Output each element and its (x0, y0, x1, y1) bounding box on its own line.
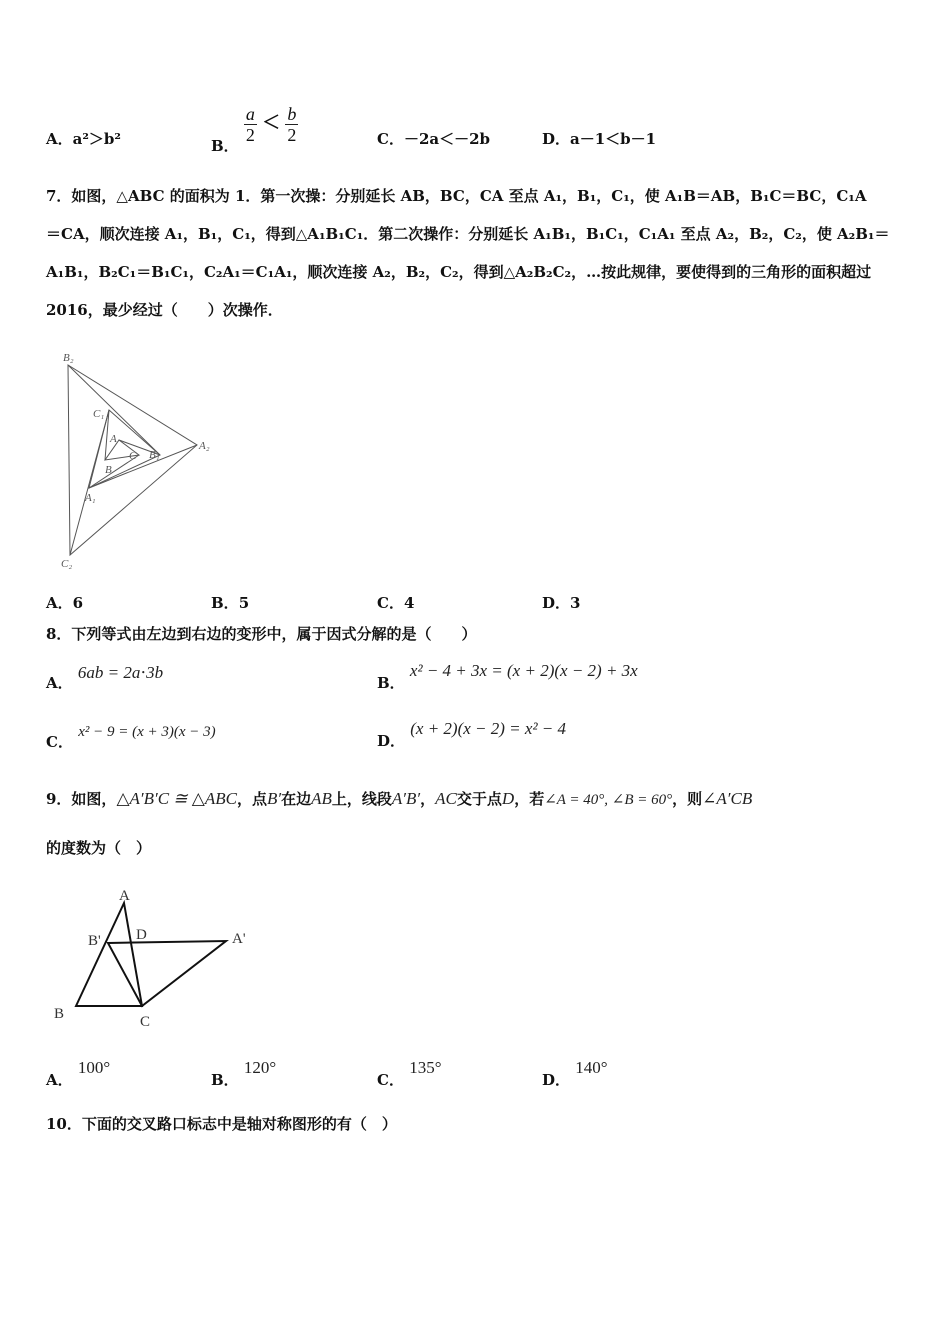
q7-label-c1: C₁ (93, 408, 105, 420)
q7-stem-line-3: A₁B₁，B₂C₁＝B₁C₁，C₂A₁＝C₁A₁，顺次连接 A₂，B₂，C₂，得到△A₂B₂C₂，…按此规律，要使得到的三角形的面积超过 (46, 263, 872, 281)
q9-stem-line-2: 的度数为（ ） (46, 839, 152, 857)
q6-option-b-relation: ＜ (262, 112, 281, 134)
q9-label-a: A (119, 888, 130, 904)
q8-option-c-label: C． (46, 733, 73, 751)
q7-stem-line-2: ＝CA，顺次连接 A₁，B₁，C₁，得到△A₁B₁C₁．第二次操作：分别延长 A₁B₁，B₁C₁，C₁A₁ 至点 A₂，B₂，C₂，使 A₂B₁＝ (46, 225, 890, 243)
q9-math-angle-aprime-cb: ∠A′CB (702, 789, 753, 808)
q8-stem: 8．下列等式由左边到右边的变形中，属于因式分解的是（ ） (46, 625, 477, 643)
q7-label-b2: B₂ (63, 352, 74, 364)
q9-math-angles: ∠A = 40°, ∠B = 60° (544, 792, 673, 808)
q7-option-d-text: 3 (570, 594, 581, 612)
q7-option-c (377, 592, 414, 613)
q7-option-a (46, 592, 83, 613)
q7-stem-line-1: 7．如图，△ABC 的面积为 1．第一次操：分别延长 AB，BC，CA 至点 A₁，B₁，C₁，使 A₁B＝AB，B₁C＝BC，C₁A (46, 187, 867, 205)
q6-option-a-label: A． (46, 130, 73, 148)
q7-option-c-text: 4 (403, 594, 415, 612)
q7-option-b (211, 592, 249, 613)
q9-label-b: B (54, 1006, 65, 1022)
q8-option-a-expr: 6ab = 2a⋅3b (77, 663, 164, 682)
q7-option-c-label: C． (377, 594, 404, 612)
q9-math-ac: AC (435, 789, 457, 808)
q9-text-2: ，点 (236, 790, 267, 808)
q6-option-b-den2: 2 (287, 125, 297, 145)
q6-option-d-text: a－1＜b－1 (570, 130, 657, 148)
q9-math-bprime: B′ (267, 789, 282, 808)
q7-label-b1: B₁ (149, 449, 160, 461)
q8-option-a (46, 662, 164, 692)
q7-label-b: B (105, 464, 112, 476)
q8-option-c (46, 720, 216, 751)
q6-option-b-label: B． (211, 136, 239, 155)
q6-option-d-label: D． (542, 130, 571, 148)
q8-option-d-expr: (x + 2)(x − 2) = x² − 4 (410, 719, 567, 738)
q7-label-c2: C₂ (61, 558, 73, 570)
q9-option-b-text: 120° (243, 1058, 277, 1077)
q6-option-b-num2: b (287, 104, 297, 124)
q8-option-c-expr: x² − 9 = (x + 3)(x − 3) (78, 724, 216, 740)
q7-option-b-text: 5 (238, 594, 250, 612)
q9-text-1: 9．如图， (46, 790, 117, 808)
q8-option-b-label: B． (377, 674, 405, 692)
q9-option-c-label: C． (377, 1071, 404, 1089)
q9-option-a-label: A． (46, 1071, 73, 1089)
q9-option-a (46, 1057, 111, 1089)
q9-option-d-text: 140° (575, 1058, 608, 1077)
q9-triangle-abc (76, 903, 142, 1006)
q7-option-a-label: A． (46, 594, 73, 612)
q7-option-d (542, 592, 580, 613)
q7-label-a2: A₂ (199, 440, 210, 452)
q9-text-6: 交于点 (456, 790, 502, 808)
q7-label-a1: A₁ (85, 492, 96, 504)
q9-text-3: 在边 (281, 790, 312, 808)
q9-label-bprime: B' (88, 933, 101, 949)
q9-math-d: D (501, 789, 515, 808)
q9-math-ab: AB (311, 789, 332, 808)
q9-triangle-aprime-bprime-c (108, 941, 226, 1006)
q7-triangle-figure (55, 345, 225, 570)
q9-math-congruent: △A′B′C ≅ △ABC (116, 789, 237, 808)
q6-option-c-label: C． (377, 130, 404, 148)
q9-label-d: D (136, 927, 147, 943)
q9-stem-line-1 (46, 780, 926, 819)
q9-option-a-text: 100° (77, 1058, 111, 1077)
q7-stem-line-4: 2016，最少经过（ ）次操作． (46, 301, 283, 319)
q7-option-d-label: D． (542, 594, 571, 612)
q6-option-b-frac-b (285, 104, 298, 145)
q9-option-b (211, 1057, 277, 1089)
q9-triangle-figure (48, 888, 258, 1033)
q6-option-b-den1: 2 (245, 125, 255, 145)
q8-option-a-label: A． (46, 674, 73, 692)
q6-option-b (211, 104, 298, 155)
q8-option-b (377, 660, 638, 692)
q8-option-d-label: D． (377, 732, 406, 750)
q7-label-c: C (129, 450, 137, 462)
q7-option-b-label: B． (211, 594, 239, 612)
q9-option-c-text: 135° (409, 1058, 442, 1077)
q9-text-8: ，则 (672, 790, 703, 808)
q9-option-d-label: D． (542, 1071, 571, 1089)
q7-option-a-text: 6 (72, 594, 84, 612)
q6-option-b-num1: a (245, 104, 255, 124)
q9-option-c (377, 1057, 442, 1089)
q9-option-d (542, 1057, 608, 1089)
q9-text-4: 上，线段 (331, 790, 392, 808)
q6-option-b-frac-a (244, 104, 257, 145)
q9-option-b-label: B． (211, 1071, 239, 1089)
q8-option-d (377, 718, 567, 750)
q8-option-b-expr: x² − 4 + 3x = (x + 2)(x − 2) + 3x (409, 661, 638, 680)
q7-label-a: A (110, 433, 117, 445)
q6-option-c-text: －2a＜－2b (403, 130, 491, 148)
q9-math-aprime-bprime: A′B′ (391, 789, 421, 808)
q9-label-c: C (140, 1014, 151, 1030)
q9-text-5: ， (420, 790, 436, 808)
q6-option-a-text: a²＞b² (72, 130, 121, 148)
q7-stem (46, 177, 916, 329)
q9-text-7: ，若 (514, 790, 545, 808)
q9-label-aprime: A' (232, 931, 246, 947)
q10-stem: 10．下面的交叉路口标志中是轴对称图形的有（ ） (46, 1115, 397, 1133)
q6-option-d (542, 128, 656, 149)
q6-option-a (46, 128, 121, 149)
q6-option-c (377, 128, 490, 149)
